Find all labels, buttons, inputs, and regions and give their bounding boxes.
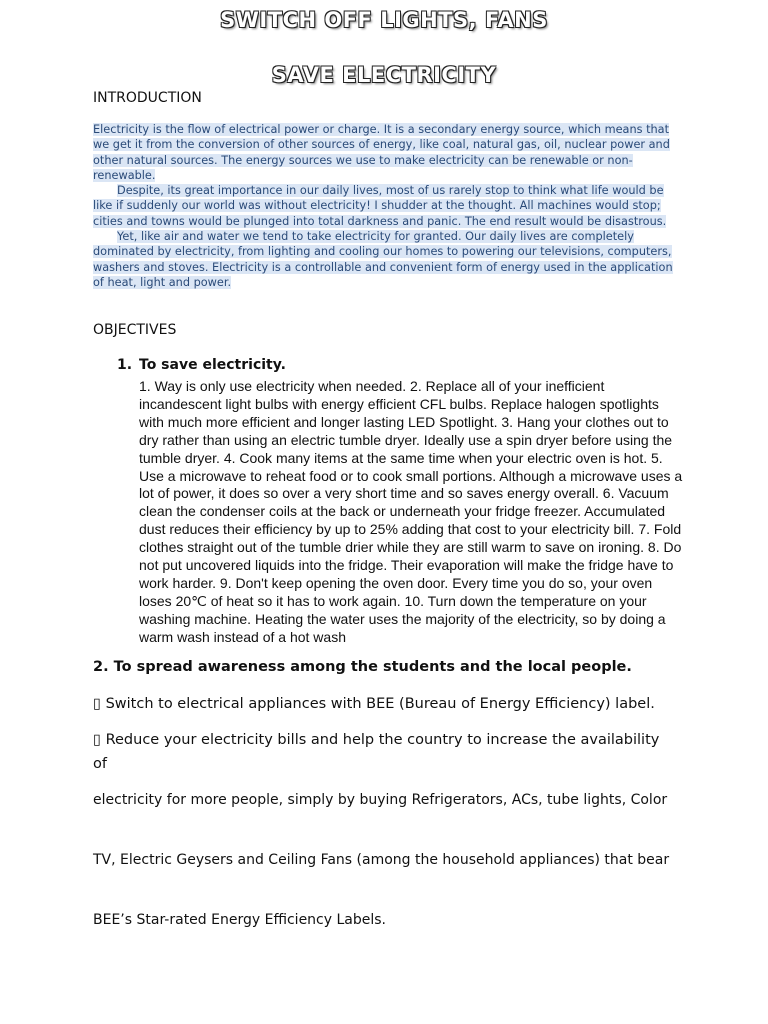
objective-1-label: To save electricity.: [139, 357, 286, 373]
intro-paragraph: Electricity is the flow of electrical power or charge. It is a secondary energy source, which means that we get it from the conversion of other sources of energy, like coal, natural gas, oil, nuclear power and other natural sources. The energy sources we use to make electricity can be renewable or non-renewable.: [93, 123, 670, 182]
objectives-heading: OBJECTIVES: [93, 322, 177, 338]
paragraph-line: BEE’s Star-rated Energy Efficiency Labels.: [93, 912, 386, 928]
objective-2: 2. To spread awareness among the students and the local people.: [93, 659, 632, 675]
document-title-line-1: SWITCH OFF LIGHTS, FANS: [220, 8, 548, 32]
bullet-bee-label: ▯ Switch to electrical appliances with BEE (Bureau of Energy Efficiency) label.: [93, 696, 655, 712]
objective-1-tips: 1. Way is only use electricity when needed. 2. Replace all of your inefficient incandescent light bulbs with energy efficient CFL bulbs. Replace halogen spotlights with much more efficient and longer lasting LED Spotlight. 3. Hang your clothes out to dry rather than using an electric tumble dryer. Ideally use a spin dryer before using the tumble dryer. 4. Cook many items at the same time when your electric oven is hot. 5. Use a microwave to reheat food or to cook small portions. Although a microwave uses a lot of power, it does so over a very short time and so saves energy overall. 6. Vacuum clean the condenser coils at the back or underneath your fridge freezer. Accumulated dust reduces their efficiency by up to 25% adding that cost to your electricity bill. 7. Fold clothes straight out of the tumble drier while they are still warm to save on ironing. 8. Do not put uncovered liquids into the fridge. Their evaporation will make the fridge have to work harder. 9. Don't keep opening the oven door. Every time you do so, your oven loses 20℃ of heat so it has to work again. 10. Turn down the temperature on your washing machine. Heating the water uses the majority of the electricity, so by doing a warm wash instead of a hot wash: [139, 378, 683, 645]
intro-paragraph: Yet, like air and water we tend to take electricity for granted. Our daily lives are completely dominated by electricity, from lighting and cooling our homes to powering our televisions, computers, washers and stoves. Electricity is a controllable and convenient form of energy used in the application of heat, light and power.: [93, 230, 673, 289]
paragraph-line: electricity for more people, simply by buying Refrigerators, ACs, tube lights, Color: [93, 792, 668, 808]
document-title-line-2: SAVE ELECTRICITY: [271, 63, 497, 87]
introduction-text: [93, 122, 683, 290]
paragraph-line: TV, Electric Geysers and Ceiling Fans (among the household appliances) that bear: [93, 852, 670, 868]
introduction-heading: INTRODUCTION: [93, 90, 202, 106]
objective-1-number: 1.: [117, 357, 133, 373]
objective-1-title: [117, 357, 286, 373]
intro-paragraph: Despite, its great importance in our daily lives, most of us rarely stop to think what life would be like if suddenly our world was without electricity! I shudder at the thought. All machines would stop; cities and towns would be plunged into total darkness and panic. The end result would be disastrous.: [93, 184, 667, 228]
bullet-reduce-bills: ▯ Reduce your electricity bills and help the country to increase the availability of: [93, 732, 660, 772]
